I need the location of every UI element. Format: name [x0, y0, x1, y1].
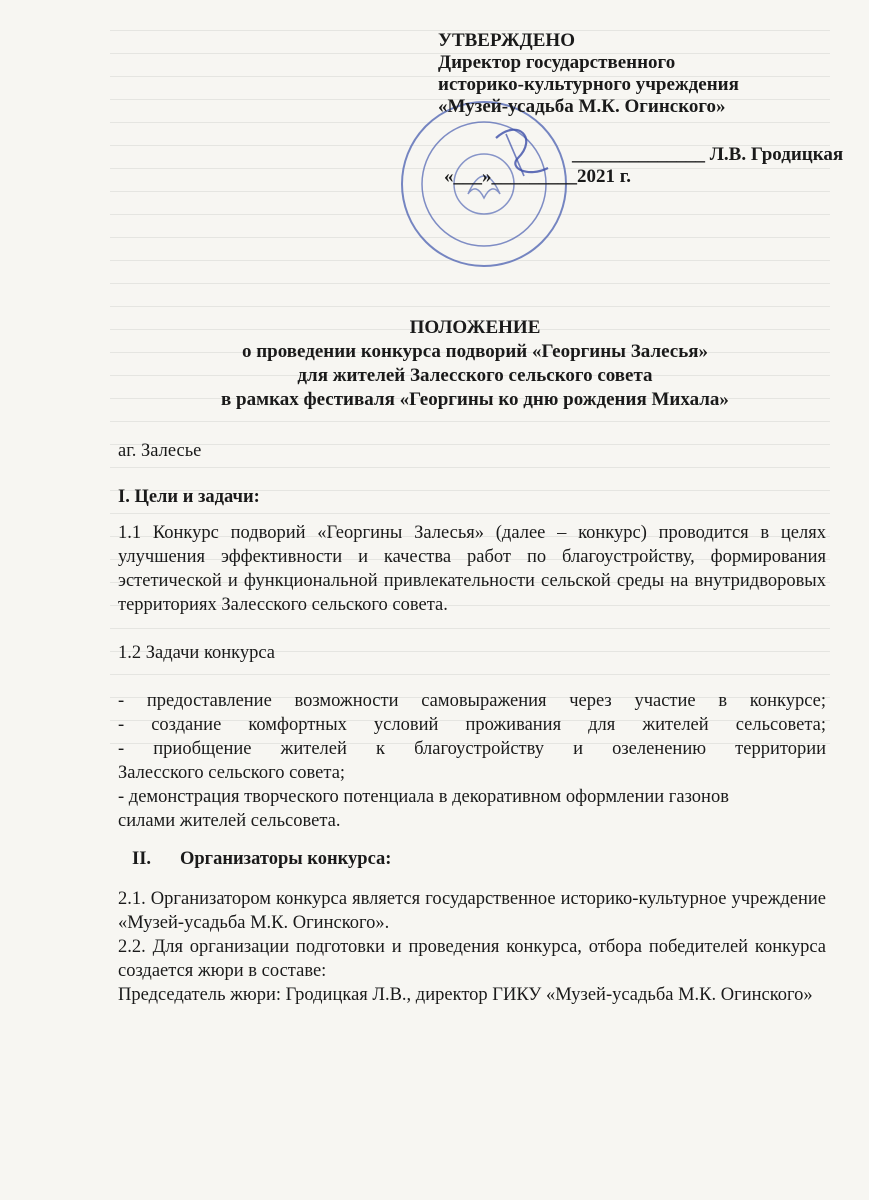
section2-number: II.: [132, 849, 152, 869]
section1-paragraph-2: 1.2 Задачи конкурса: [118, 643, 276, 663]
list-item: - создание комфортных условий проживания для жителей сельсовета;: [118, 715, 826, 735]
approval-date: «___»_________2021 г.: [444, 166, 631, 187]
approval-heading: УТВЕРЖДЕНО: [438, 30, 575, 51]
section1-heading: I. Цели и задачи:: [118, 487, 260, 507]
document-title: ПОЛОЖЕНИЕ: [409, 317, 541, 338]
list-item: Залесского сельского совета;: [118, 763, 346, 783]
approval-block: [438, 30, 844, 188]
list-item: силами жителей сельсовета.: [118, 811, 341, 831]
section1-paragraph-1: 1.1 Конкурс подворий «Георгины Залесья» (далее – конкурс) проводится в целях улучшения эффективности и качества работ по благоустройству, формирования эстетической и функциональной привлекательности сельской среды на внутридворовых территориях Залесского сельского совета.: [118, 523, 826, 615]
place-label: аг. Залесье: [118, 441, 202, 461]
document-subtitle-2: для жителей Залесского сельского совета: [297, 365, 653, 386]
section2-paragraph-3: Председатель жюри: Гродицкая Л.В., директор ГИКУ «Музей-усадьба М.К. Огинского»: [118, 985, 813, 1005]
document-subtitle-3: в рамках фестиваля «Георгины ко дню рождения Михала»: [221, 389, 729, 410]
section2-paragraph-1: 2.1. Организатором конкурса является государственное историко-культурное учреждение «Музей-усадьба М.К. Огинского».: [118, 889, 826, 933]
approval-position: Директор государственного: [438, 52, 676, 73]
section2-heading: [132, 849, 391, 870]
tasks-list: [118, 689, 826, 833]
list-item: - демонстрация творческого потенциала в декоративном оформлении газонов: [118, 787, 729, 807]
section2-paragraph-2: 2.2. Для организации подготовки и проведения конкурса, отбора победителей конкурса создается жюри в составе:: [118, 937, 826, 981]
list-item: - предоставление возможности самовыражения через участие в конкурсе;: [118, 691, 826, 711]
list-item: - приобщение жителей к благоустройству и озеленению территории: [118, 739, 826, 759]
approval-institution-name: «Музей-усадьба М.К. Огинского»: [438, 96, 726, 117]
approval-institution: историко-культурного учреждения: [438, 74, 739, 95]
signature-line: ______________ Л.В. Гродицкая: [572, 144, 844, 165]
section2-title: Организаторы конкурса:: [180, 849, 392, 869]
document-subtitle-1: о проведении конкурса подворий «Георгины Залесья»: [241, 341, 709, 362]
